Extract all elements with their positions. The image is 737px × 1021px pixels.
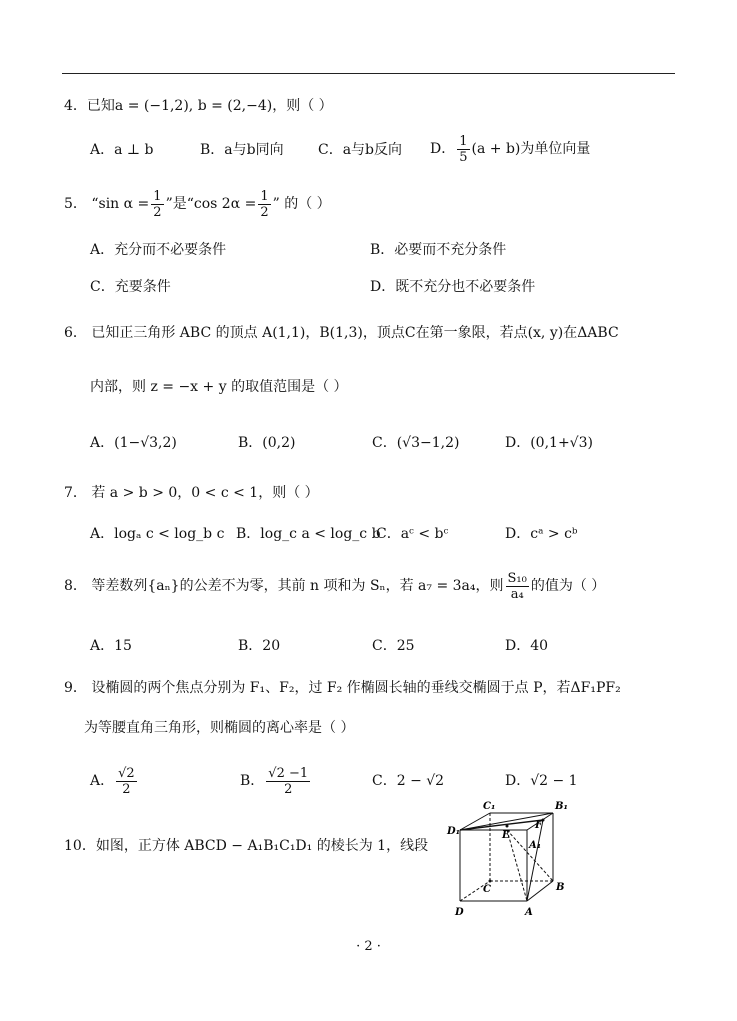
label-a: A bbox=[525, 907, 533, 918]
label-d: D bbox=[455, 907, 464, 918]
q4-option-b: B．a与b同向 bbox=[200, 142, 284, 158]
question-10-stem: 10．如图，正方体 ABCD − A₁B₁C₁D₁ 的棱长为 1，线段 bbox=[64, 838, 429, 854]
question-5-stem bbox=[64, 186, 331, 222]
q8-option-c: C．25 bbox=[372, 638, 415, 654]
q4-option-d-suffix: (a + b)为单位向量 bbox=[471, 141, 591, 157]
q9-option-b-fraction bbox=[266, 766, 310, 797]
question-9-line-2: 为等腰直角三角形，则椭圆的离心率是（ ） bbox=[84, 720, 355, 736]
fraction-denominator: a₄ bbox=[510, 586, 524, 602]
q5-fraction-1 bbox=[151, 189, 163, 220]
label-c1: C₁ bbox=[483, 801, 496, 812]
question-9-line-1: 9． 设椭圆的两个焦点分别为 F₁、F₂，过 F₂ 作椭圆长轴的垂线交椭圆于点 P，若ΔF₁PF₂ bbox=[64, 680, 621, 696]
label-b: B bbox=[556, 882, 565, 893]
q5-option-d: D．既不充分也不必要条件 bbox=[370, 279, 536, 295]
q8-stem-part-1: 8． 等差数列{aₙ}的公差不为零，其前 n 项和为 Sₙ，若 a₇ = 3a₄，则 bbox=[64, 578, 504, 594]
question-6-line-1: 6． 已知正三角形 ABC 的顶点 A(1,1)，B(1,3)，顶点C在第一象限，若点(x, y)在ΔABC bbox=[64, 325, 619, 341]
fraction-numerator: √2 −1 bbox=[268, 765, 309, 781]
q5-stem-part-3: ” 的（ ） bbox=[272, 196, 331, 212]
label-b1: B₁ bbox=[555, 801, 568, 812]
q7-option-b: B．log_c a < log_c b bbox=[236, 526, 381, 542]
q9-option-a-fraction bbox=[116, 766, 137, 797]
label-f: F bbox=[535, 820, 543, 831]
label-e: E bbox=[502, 830, 510, 841]
q9-option-a bbox=[90, 762, 139, 800]
fraction-numerator: 1 bbox=[459, 133, 468, 149]
cube-figure bbox=[445, 798, 575, 923]
question-8-stem bbox=[64, 568, 605, 604]
q9-option-c: C．2 − √2 bbox=[372, 773, 445, 789]
q7-option-a: A．logₐ c < log_b c bbox=[90, 526, 225, 542]
q9-option-d: D．√2 − 1 bbox=[505, 773, 578, 789]
question-7-stem: 7． 若 a > b > 0，0 < c < 1，则（ ） bbox=[64, 485, 319, 501]
q6-option-c: C．(√3−1,2) bbox=[372, 435, 460, 451]
q4-option-d bbox=[430, 130, 590, 168]
q7-option-c: C．aᶜ < bᶜ bbox=[376, 526, 449, 542]
header-rule bbox=[62, 73, 675, 74]
q5-option-b: B．必要而不充分条件 bbox=[370, 242, 507, 258]
fraction-numerator: √2 bbox=[118, 765, 135, 781]
q6-option-b: B．(0,2) bbox=[238, 435, 296, 451]
q8-option-b: B．20 bbox=[238, 638, 281, 654]
q8-option-d: D．40 bbox=[505, 638, 549, 654]
fraction-denominator: 2 bbox=[153, 204, 162, 220]
q9-option-b-prefix: B． bbox=[240, 773, 265, 789]
q4-option-d-fraction bbox=[457, 134, 469, 165]
label-a1: A₁ bbox=[529, 840, 542, 851]
label-c: C bbox=[483, 884, 491, 895]
fraction-numerator: S₁₀ bbox=[507, 570, 527, 586]
q8-stem-part-2: 的值为（ ） bbox=[530, 578, 606, 594]
question-6-line-2: 内部，则 z = −x + y 的取值范围是（ ） bbox=[90, 379, 348, 395]
fraction-denominator: 2 bbox=[122, 781, 131, 797]
label-d1: D₁ bbox=[447, 826, 461, 837]
question-4-stem: 4．已知a = (−1,2), b = (2,−4)，则（ ） bbox=[64, 98, 333, 114]
q5-fraction-2 bbox=[258, 189, 270, 220]
q5-stem-part-1: 5． “sin α = bbox=[64, 196, 150, 212]
q5-option-a: A．充分而不必要条件 bbox=[90, 242, 227, 258]
q4-option-d-prefix: D． bbox=[430, 141, 456, 157]
q8-option-a: A．15 bbox=[90, 638, 132, 654]
q5-option-c: C．充要条件 bbox=[90, 279, 171, 295]
fraction-numerator: 1 bbox=[260, 188, 269, 204]
q6-option-d: D．(0,1+√3) bbox=[505, 435, 593, 451]
page-number: · 2 · bbox=[356, 939, 381, 954]
q4-option-a: A．a ⊥ b bbox=[90, 142, 154, 158]
q7-option-d: D．cᵃ > cᵇ bbox=[505, 526, 578, 542]
fraction-denominator: 2 bbox=[260, 204, 269, 220]
fraction-denominator: 2 bbox=[284, 781, 293, 797]
q9-option-a-prefix: A． bbox=[90, 773, 115, 789]
q5-stem-part-2: ”是“cos 2α = bbox=[165, 196, 257, 212]
fraction-denominator: 5 bbox=[459, 149, 468, 165]
q9-option-b bbox=[240, 762, 312, 800]
q6-option-a: A．(1−√3,2) bbox=[90, 435, 177, 451]
q8-fraction bbox=[506, 571, 529, 602]
q4-option-c: C．a与b反向 bbox=[318, 142, 403, 158]
fraction-numerator: 1 bbox=[153, 188, 162, 204]
